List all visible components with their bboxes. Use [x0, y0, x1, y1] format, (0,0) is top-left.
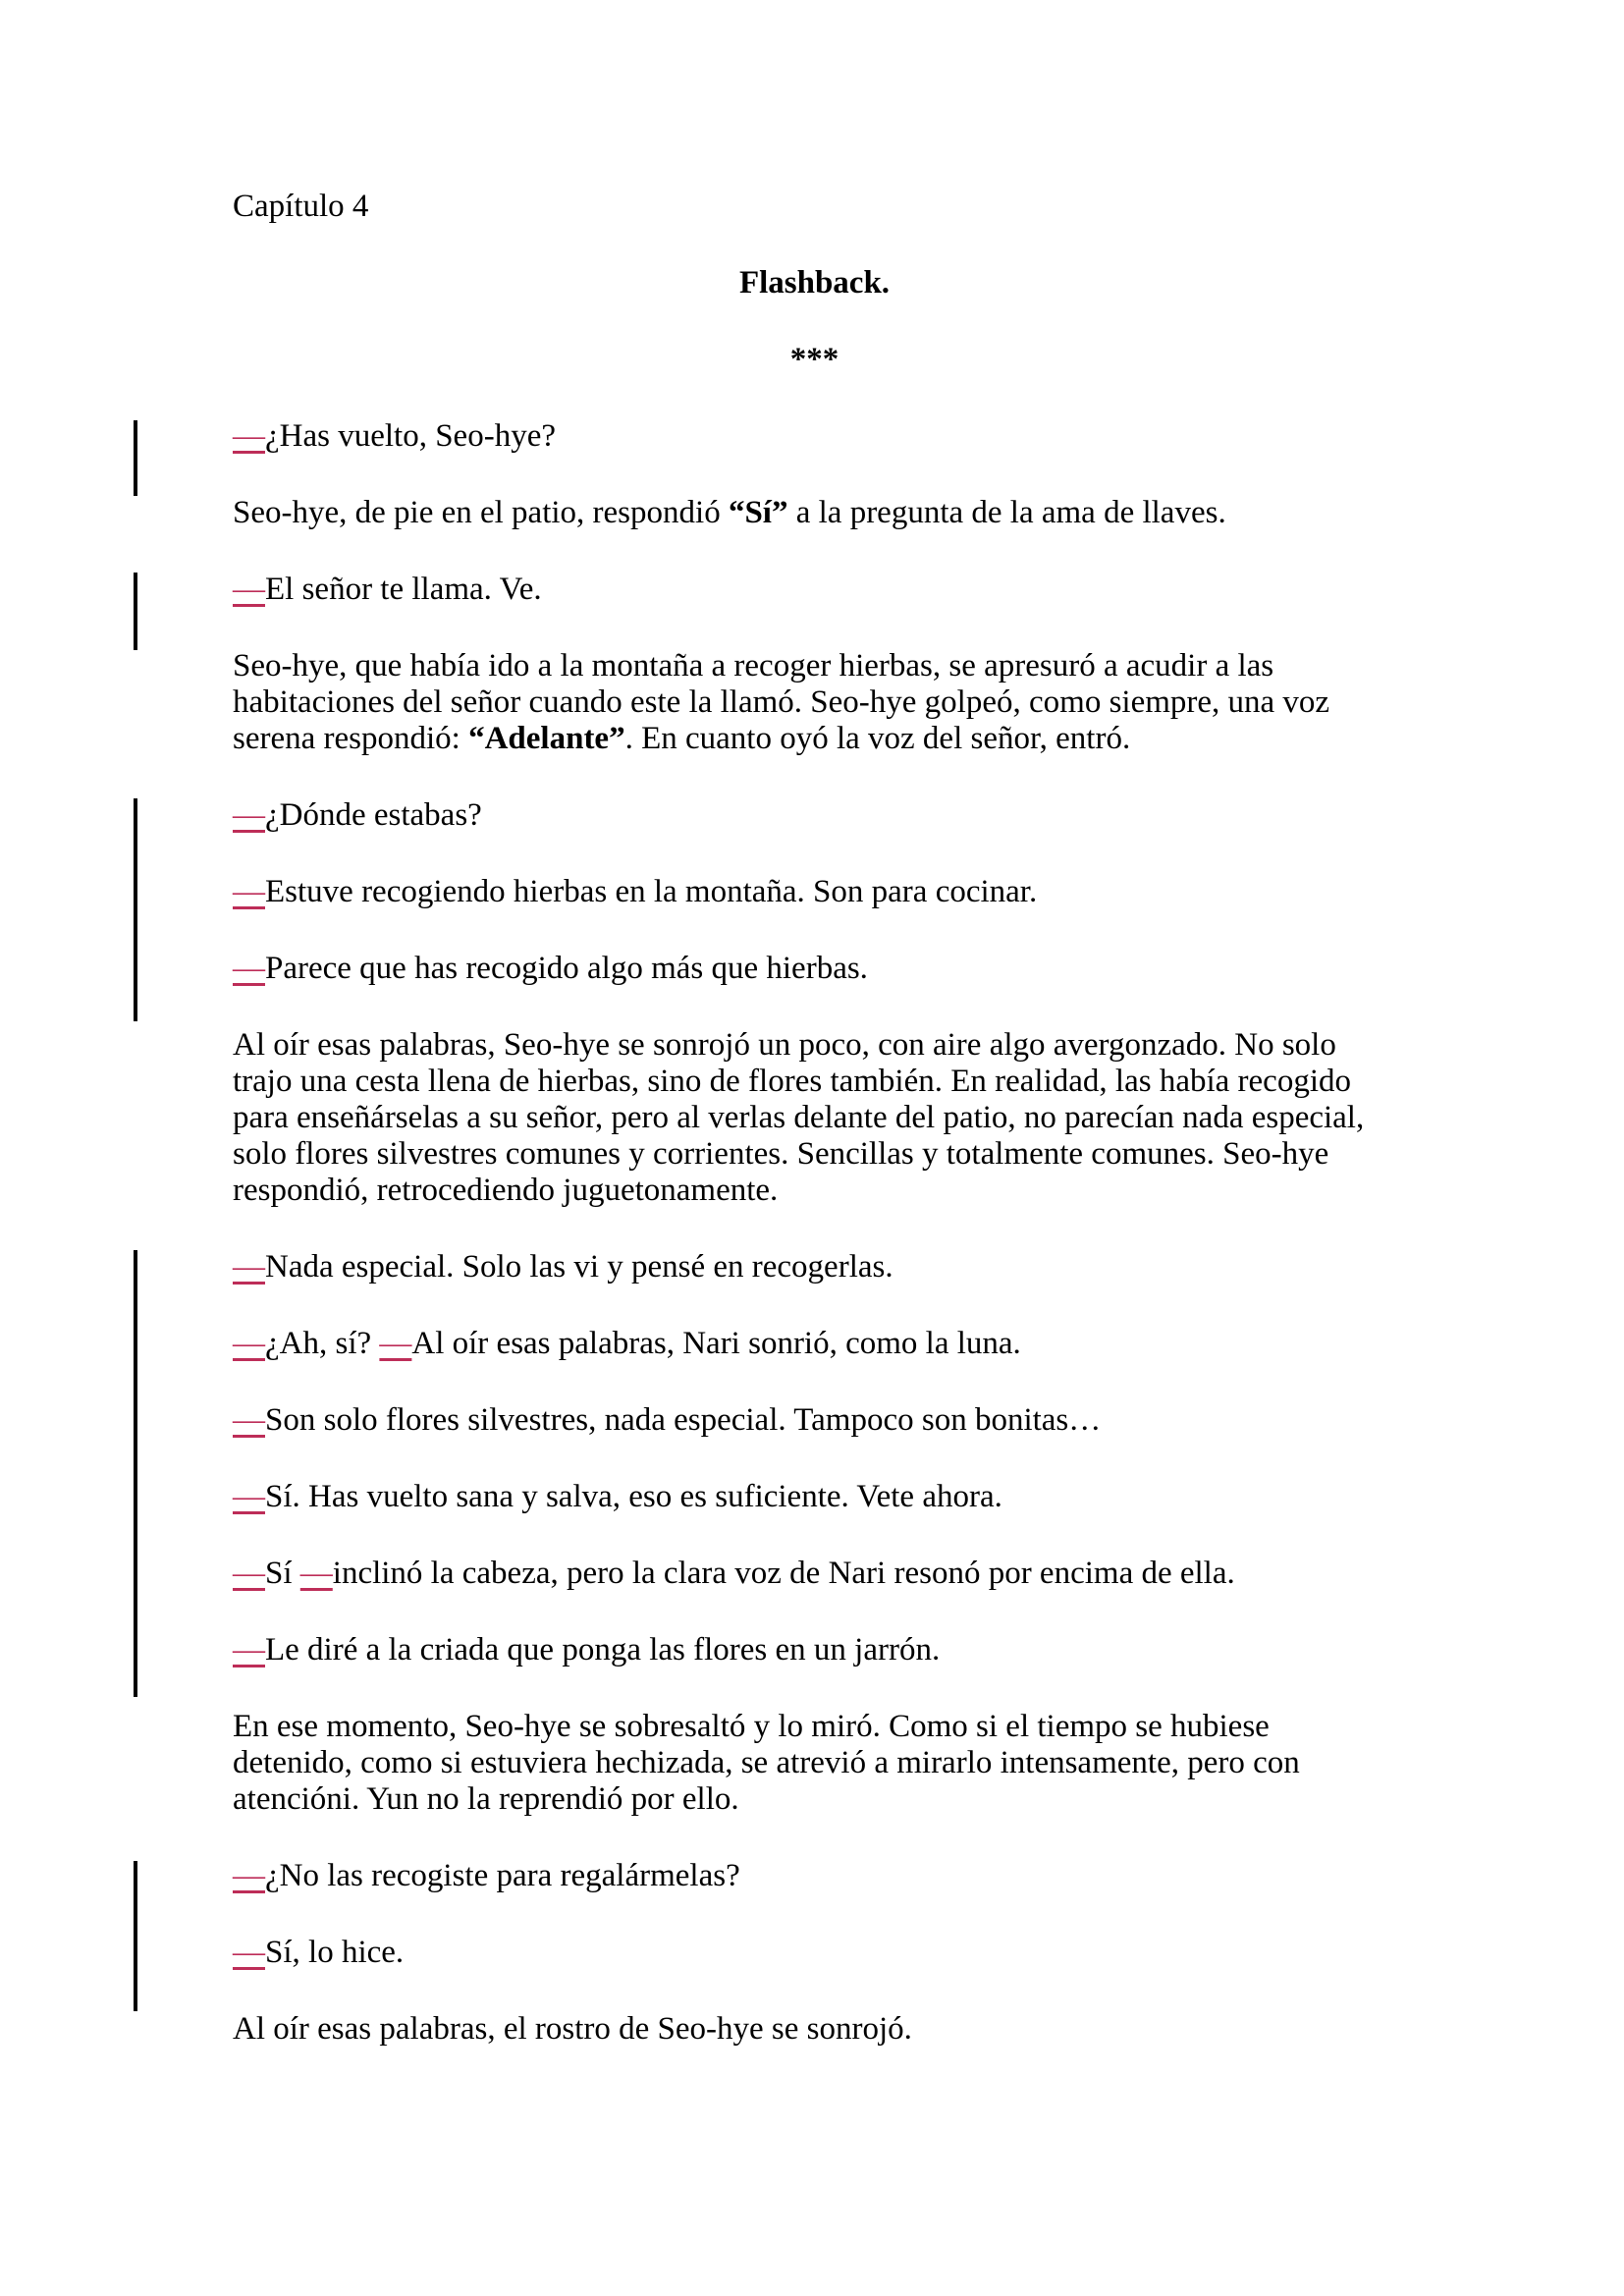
text-run: Sí. Has vuelto sana y salva, eso es suficiente. Vete ahora. — [265, 1479, 1002, 1514]
text-run: Sí, lo hice. — [265, 1935, 405, 1970]
story-title: Flashback. — [738, 265, 891, 301]
text-line — [233, 1781, 1396, 1818]
dialogue-paragraph — [233, 572, 1396, 608]
narration-paragraph — [233, 495, 1396, 531]
chapter-heading: Capítulo 4 — [233, 189, 369, 224]
inserted-em-dash: — — [233, 418, 265, 454]
inserted-em-dash: — — [233, 874, 265, 909]
inserted-em-dash: — — [233, 1556, 265, 1591]
text-run: Al oír esas palabras, el rostro de Seo-hye se sonrojó. — [233, 2011, 912, 2047]
dialogue-paragraph — [233, 951, 1396, 987]
text-line — [233, 1632, 1396, 1668]
dialogue-paragraph — [233, 418, 1396, 455]
dialogue-paragraph — [233, 797, 1396, 834]
inserted-em-dash: — — [233, 572, 265, 607]
inserted-em-dash: — — [233, 1935, 265, 1970]
text-line — [233, 418, 1396, 455]
text-line — [233, 874, 1396, 910]
text-run: atencióni. Yun no la reprendió por ello. — [233, 1781, 739, 1817]
dialogue-paragraph — [233, 1479, 1396, 1515]
narration-paragraph — [233, 1709, 1396, 1818]
text-line — [233, 648, 1396, 684]
page-content — [233, 189, 1396, 2088]
dialogue-paragraph — [233, 1556, 1396, 1592]
text-line — [233, 951, 1396, 987]
text-line — [233, 1479, 1396, 1515]
dialogue-paragraph — [233, 1858, 1396, 1894]
text-line — [233, 1935, 1396, 1971]
text-line — [233, 721, 1396, 757]
inserted-em-dash: — — [233, 1479, 265, 1514]
narration-paragraph — [233, 648, 1396, 757]
text-run: para enseñárselas a su señor, pero al verlas delante del patio, no parecían nada especial, — [233, 1100, 1365, 1135]
text-run: . En cuanto oyó la voz del señor, entró. — [624, 721, 1131, 756]
text-run: a la pregunta de la ama de llaves. — [787, 495, 1226, 530]
text-run: ¿Ah, sí? — [265, 1326, 380, 1361]
text-run: Seo-hye, que había ido a la montaña a recoger hierbas, se apresuró a acudir a las — [233, 648, 1274, 683]
scene-separator: *** — [789, 342, 839, 377]
text-run: Le diré a la criada que ponga las flores en un jarrón. — [265, 1632, 941, 1667]
text-run: El señor te llama. Ve. — [265, 572, 542, 607]
change-bar — [134, 1861, 137, 2011]
dialogue-paragraph — [233, 874, 1396, 910]
text-run: “Adelante” — [468, 721, 625, 756]
text-line — [233, 1858, 1396, 1894]
text-run: Al oír esas palabras, Seo-hye se sonrojó un poco, con aire algo avergonzado. No solo — [233, 1027, 1336, 1063]
change-bar — [134, 798, 137, 1021]
text-run: habitaciones del señor cuando este la llamó. Seo-hye golpeó, como siempre, una voz — [233, 684, 1330, 720]
inserted-em-dash: — — [233, 1402, 265, 1438]
text-run: solo flores silvestres comunes y corrientes. Sencillas y totalmente comunes. Seo-hye — [233, 1136, 1329, 1172]
inserted-em-dash: — — [233, 797, 265, 833]
narration-paragraph — [233, 2011, 1396, 2048]
text-run: respondió, retrocediendo juguetonamente. — [233, 1173, 779, 1208]
text-run: Seo-hye, de pie en el patio, respondió — [233, 495, 729, 530]
text-run: En ese momento, Seo-hye se sobresaltó y lo miró. Como si el tiempo se hubiese — [233, 1709, 1270, 1744]
text-line — [233, 1249, 1396, 1285]
change-bar — [134, 1250, 137, 1697]
text-run: inclinó la cabeza, pero la clara voz de Nari resonó por encima de ella. — [332, 1556, 1235, 1591]
text-line — [233, 572, 1396, 608]
text-run: Al oír esas palabras, Nari sonrió, como la luna. — [411, 1326, 1021, 1361]
dialogue-paragraph — [233, 1632, 1396, 1668]
text-line — [233, 1709, 1396, 1745]
dialogue-paragraph — [233, 1249, 1396, 1285]
narration-paragraph — [233, 1027, 1396, 1209]
text-line — [233, 2011, 1396, 2048]
text-line — [233, 797, 1396, 834]
text-line — [233, 495, 1396, 531]
text-line — [233, 1100, 1396, 1136]
text-line — [233, 684, 1396, 721]
inserted-em-dash: — — [299, 1556, 333, 1591]
text-run: ¿Dónde estabas? — [265, 797, 482, 833]
change-bar — [134, 573, 137, 650]
text-line — [233, 1402, 1396, 1439]
change-bar — [134, 420, 137, 496]
text-line — [233, 1064, 1396, 1100]
text-line — [233, 1556, 1396, 1592]
inserted-em-dash: — — [233, 1249, 265, 1285]
text-run: ¿Has vuelto, Seo-hye? — [265, 418, 556, 454]
text-line — [233, 1027, 1396, 1064]
text-run: Parece que has recogido algo más que hierbas. — [265, 951, 868, 986]
body-text — [233, 418, 1396, 2048]
text-line — [233, 1326, 1396, 1362]
inserted-em-dash: — — [233, 951, 265, 986]
text-run: “Sí” — [728, 495, 788, 530]
text-run: trajo una cesta llena de hierbas, sino de flores también. En realidad, las había recogido — [233, 1064, 1351, 1099]
text-run: serena respondió: — [233, 721, 469, 756]
dialogue-paragraph — [233, 1935, 1396, 1971]
text-run: Sí — [265, 1556, 300, 1591]
text-line — [233, 1136, 1396, 1173]
inserted-em-dash: — — [233, 1326, 265, 1361]
text-run: Nada especial. Solo las vi y pensé en recogerlas. — [265, 1249, 893, 1285]
text-run: ¿No las recogiste para regalármelas? — [265, 1858, 740, 1893]
dialogue-paragraph — [233, 1402, 1396, 1439]
dialogue-paragraph — [233, 1326, 1396, 1362]
inserted-em-dash: — — [233, 1858, 265, 1893]
text-run: Son solo flores silvestres, nada especial. Tampoco son bonitas… — [265, 1402, 1102, 1438]
inserted-em-dash: — — [233, 1632, 265, 1667]
text-run: detenido, como si estuviera hechizada, se atrevió a mirarlo intensamente, pero con — [233, 1745, 1300, 1780]
text-line — [233, 1173, 1396, 1209]
text-run: Estuve recogiendo hierbas en la montaña. Son para cocinar. — [265, 874, 1038, 909]
text-line — [233, 1745, 1396, 1781]
inserted-em-dash: — — [379, 1326, 412, 1361]
